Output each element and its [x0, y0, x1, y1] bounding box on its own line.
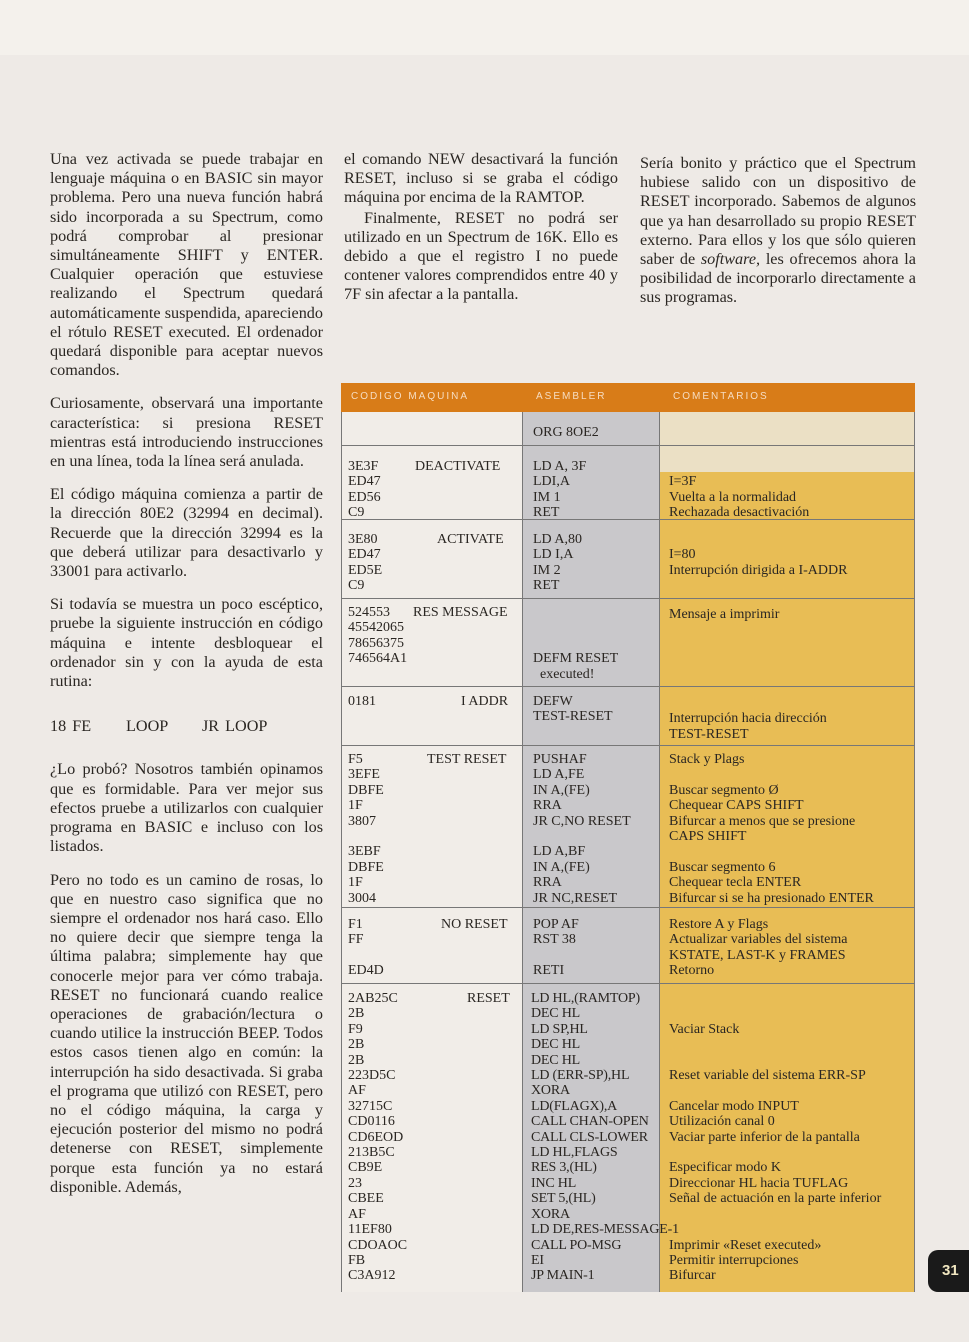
- table-cell-asm: LD HL,(RAMTOP) DEC HL LD SP,HL DEC HL DEC HL LD (ERR-SP),HL XORA LD(FLAGX),A CALL CHAN-OPEN CALL CLS-LOWER LD HL,FLAGS RES 3,(HL) INC HL SET 5,(HL) XORA LD DE,RES-MESSAGE-1 CALL PO-MSG EI JP MAIN-1: [531, 991, 679, 1284]
- table-cell-asm: LD A,80 LD I,A IM 2 RET: [533, 532, 582, 594]
- paragraph: Una vez activada se puede trabajar en lenguaje máquina o en BASIC sin mayor problema. Pero una nueva función habrá sido incorporada a su Spectrum, como podrá comprobar al presionar simultáneamente SHIFT y ENTER. Cualquier operación que estuviese realizando el Spectrum quedará automáticamente suspendida, apareciendo el rótulo RESET executed. El ordenador quedará disponible para aceptar nuevos comandos.: [50, 150, 323, 380]
- table-cell-asm: ORG 8OE2: [533, 425, 599, 440]
- divider: [341, 445, 915, 446]
- text-column-3: [640, 154, 916, 322]
- table-cell-comment: I=80 Interrupción dirigida a I-ADDR: [669, 547, 848, 578]
- table-cell-label: DEACTIVATE: [415, 459, 501, 474]
- divider: [341, 686, 915, 687]
- table-cell-code: 2AB25C 2B F9 2B 2B 223D5C AF 32715C CD0116 CD6EOD 213B5C CB9E 23 CBEE AF 11EF80 CDOAOC FB C3A912: [348, 991, 408, 1284]
- table-cell-code: 0181: [348, 694, 376, 709]
- table-cell-comment: Interrupción hacia dirección TEST-RESET: [669, 711, 827, 742]
- paragraph: Pero no todo es un camino de rosas, lo que en nuestro caso significa que no siempre el ordenador nos hará caso. Ello no quiere decir que siempre tenga la última palabra; simplemente hay que conocerle mejor para ver cómo trabaja. RESET no funcionará cuando realice operaciones de grabación/lectura o cuando utilice la instrucción BEEP. Todos estos casos tienen algo en común: la interrupción ha sido desactivada. Si graba el programa que utilizó con RESET, pero no el código máquina, la carga y ejecución posterior del mismo no podrá detenerse con RESET, simplemente porque esta función ya no estará disponible. Además,: [50, 870, 323, 1196]
- paragraph: Sería bonito y práctico que el Spectrum hubiese salido con un dispositivo de RESET incorporado. Sabemos de algunos que ya han desarrollado su propio RESET externo. Para ellos y los que sólo quieren saber de software, les ofrecemos ahora la posibilidad de incorporarlo directamente a sus programas.: [640, 154, 916, 307]
- table-cell-label: RES MESSAGE: [413, 605, 508, 620]
- table-cell-comment: Mensaje a imprimir: [669, 607, 780, 622]
- header-asembler: ASEMBLER: [536, 391, 607, 402]
- header-codigo-maquina: CODIGO MAQUINA: [351, 391, 470, 402]
- table-cell-comment: Restore A y Flags Actualizar variables del sistema KSTATE, LAST-K y FRAMES Retorno: [669, 917, 848, 979]
- table-header: [341, 383, 915, 412]
- table-cell-code: 524553 45542065 78656375 746564A1: [348, 605, 408, 667]
- table-cell-asm: POP AF RST 38 RETI: [533, 917, 579, 979]
- italic-word: software,: [700, 250, 761, 269]
- code-table: [341, 383, 915, 1292]
- paragraph: Si todavía se muestra un poco escéptico, pruebe la siguiente instrucción en código máquina e intente desbloquear el ordenador sin y con la ayuda de esta rutina:: [50, 595, 323, 691]
- paragraph: ¿Lo probó? Nosotros también opinamos que es formidable. Para ver mejor sus efectos pruebe a utilizarlos con cualquier programa en BASIC e incluso con los listados.: [50, 760, 323, 856]
- text-column-2: [344, 150, 618, 319]
- divider: [341, 519, 915, 520]
- table-cell-code: 3E3F ED47 ED56 C9: [348, 459, 381, 521]
- paragraph: El código máquina comienza a partir de la dirección 80E2 (32994 en decimal). Recuerde que la dirección 32994 es la que deberá utilizar para desactivarlo y 33001 para activarlo.: [50, 485, 323, 581]
- table-cell-asm: DEFW TEST-RESET: [533, 694, 613, 725]
- table-cell-label: I ADDR: [461, 694, 509, 709]
- table-cell-comment: Stack y Plags Buscar segmento Ø Chequear CAPS SHIFT Bifurcar a menos que se presione CAPS SHIFT Buscar segmento 6 Chequear tecla ENTER Bifurcar si se ha presionado ENTER: [669, 752, 874, 906]
- header-comentarios: COMENTARIOS: [673, 391, 769, 402]
- divider: [341, 745, 915, 746]
- table-cell-asm: PUSHAF LD A,FE IN A,(FE) RRA JR C,NO RESET LD A,BF IN A,(FE) RRA JR NC,RESET: [533, 752, 631, 906]
- table-cell-comment: I=3F Vuelta a la normalidad Rechazada desactivación: [669, 474, 810, 521]
- divider: [341, 598, 915, 599]
- table-cell-asm: DEFM RESET executed!: [533, 651, 619, 682]
- code-label: LOOP: [126, 717, 169, 736]
- divider: [341, 412, 342, 1292]
- page-number: 31: [928, 1250, 969, 1292]
- table-cell-label: ACTIVATE: [437, 532, 504, 547]
- paragraph: Finalmente, RESET no podrá ser utilizado en un Spectrum de 16K. Ello es debido a que el registro I no puede contener valores comprendidos entre 40 y 7F sin afectar a la pantalla.: [344, 208, 618, 304]
- table-cell-code: 3E80 ED47 ED5E C9: [348, 532, 383, 594]
- table-cell-label: RESET: [467, 991, 510, 1006]
- paragraph: Curiosamente, observará una importante característica: si presiona RESET mientras está introduciendo instrucciones en una línea, toda la línea será anulada.: [50, 394, 323, 471]
- code-hex: 18 FE: [50, 717, 92, 736]
- table-cell-asm: LD A, 3F LDI,A IM 1 RET: [533, 459, 587, 521]
- divider: [341, 907, 915, 908]
- code-instruction: JR LOOP: [202, 717, 268, 736]
- paragraph: el comando NEW desactivará la función RESET, incluso si se graba el código máquina por encima de la RAMTOP.: [344, 150, 618, 207]
- text-column-1: [50, 150, 323, 1211]
- table-cell-label: TEST RESET: [427, 752, 507, 767]
- divider: [522, 412, 523, 1292]
- table-cell-code: F1 FF ED4D: [348, 917, 384, 979]
- table-cell-label: NO RESET: [441, 917, 508, 932]
- table-cell-comment: Vaciar Stack Reset variable del sistema ERR-SP Cancelar modo INPUT Utilización canal 0 Vaciar parte inferior de la pantalla Especificar modo K Direccionar HL hacia TUFLAG Señal de actuación en la parte inferior Imprimir «Reset executed» Permitir interrupciones Bifurcar: [669, 1021, 882, 1284]
- table-cell-code: F5 3EFE DBFE 1F 3807 3EBF DBFE 1F 3004: [348, 752, 384, 906]
- code-example: [50, 717, 323, 736]
- divider: [341, 983, 915, 984]
- divider: [914, 412, 915, 1292]
